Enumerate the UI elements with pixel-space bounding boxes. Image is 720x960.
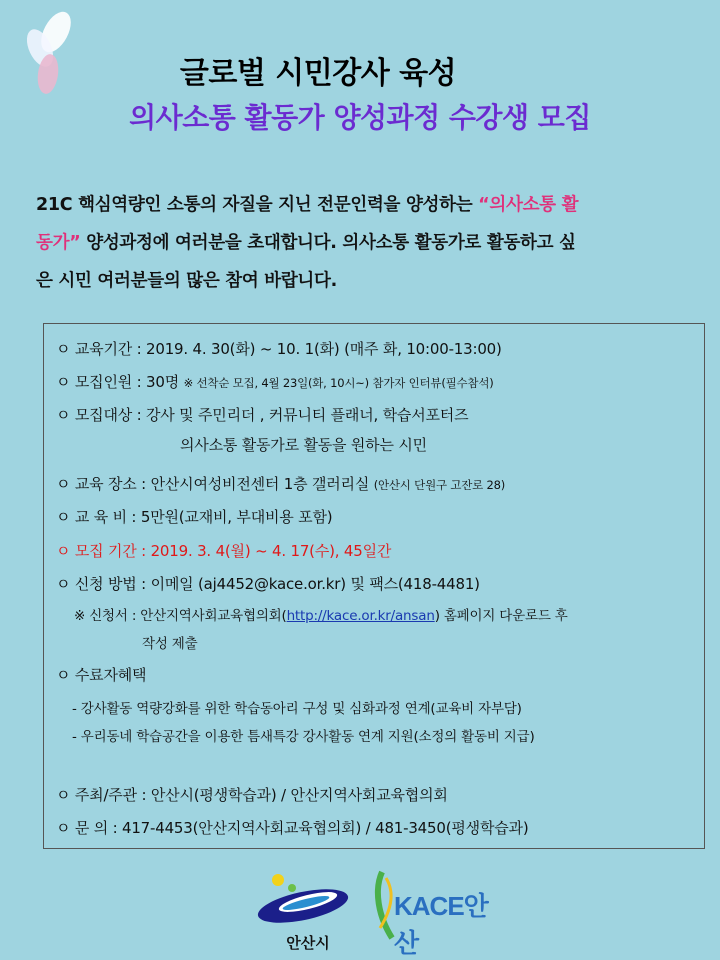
benefit-item: - 우리동네 학습공간을 이용한 틈새특강 강사활동 연계 지원(소정의 활동비 지급): [72, 729, 535, 745]
recruit-target-cont: 의사소통 활동가로 활동을 원하는 시민: [180, 436, 427, 454]
page-title: 글로벌 시민강사 육성: [179, 56, 457, 91]
graduate-benefits: ㅇ 수료자혜택: [56, 666, 147, 684]
ansan-swirl-icon: [248, 868, 358, 930]
application-method: ㅇ 신청 방법 : 이메일 (aj4452@kace.or.kr) 및 팩스(418-4481): [56, 575, 480, 593]
recruit-count: ㅇ 모집인원 : 30명 ※ 선착순 모집, 4월 23일(화, 10시~) 참가자 인터뷰(필수참석): [56, 373, 494, 391]
intro-line-2: 동가” 양성과정에 여러분을 초대합니다. 의사소통 활동가로 활동하고 싶: [36, 233, 576, 253]
contact: ㅇ 문 의 : 417-4453(안산지역사회교육협의회) / 481-3450(평생학습과): [56, 819, 529, 837]
intro-paragraph: [36, 186, 686, 300]
kace-website-link[interactable]: http://kace.or.kr/ansan: [286, 608, 435, 624]
benefit-item: - 강사활동 역량강화를 위한 학습동아리 구성 및 심화과정 연계(교육비 자부담): [72, 701, 522, 717]
kace-ansan-logo: [372, 868, 502, 958]
education-fee: ㅇ 교 육 비 : 5만원(교재비, 부대비용 포함): [56, 508, 333, 526]
ansan-city-label: 안산시: [286, 934, 330, 952]
footer-logos: [0, 866, 720, 956]
intro-line-3: 은 시민 여러분들의 많은 참여 바랍니다.: [36, 271, 337, 291]
intro-line-1: 21C 핵심역량인 소통의 자질을 지닌 전문인력을 양성하는 “의사소통 활: [36, 195, 579, 215]
education-period: ㅇ 교육기간 : 2019. 4. 30(화) ~ 10. 1(화) (매주 화, 10:00-13:00): [56, 340, 502, 358]
ansan-city-logo: [248, 868, 358, 954]
education-place: ㅇ 교육 장소 : 안산시여성비전센터 1층 갤러리실 (안산시 단원구 고잔로 28): [56, 475, 506, 493]
application-form-note: ※ 신청서 : 안산지역사회교육협의회(http://kace.or.kr/ansan) 홈페이지 다운로드 후: [74, 608, 568, 624]
recruit-note: ※ 선착순 모집, 4월 23일(화, 10시~) 참가자 인터뷰(필수참석): [183, 376, 494, 390]
info-box: [43, 323, 705, 849]
application-period: ㅇ 모집 기간 : 2019. 3. 4(월) ~ 4. 17(수), 45일간: [56, 542, 392, 560]
kace-label: KACE안산: [394, 891, 488, 958]
application-form-note-cont: 작성 제출: [142, 636, 198, 652]
recruit-target: ㅇ 모집대상 : 강사 및 주민리더 , 커뮤니티 플래너, 학습서포터즈: [56, 406, 469, 424]
page-subtitle: 의사소통 활동가 양성과정 수강생 모집: [129, 101, 591, 134]
place-address: (안산시 단원구 고잔로 28): [373, 478, 506, 492]
organizer: ㅇ 주최/주관 : 안산시(평생학습과) / 안산지역사회교육협의회: [56, 786, 448, 804]
